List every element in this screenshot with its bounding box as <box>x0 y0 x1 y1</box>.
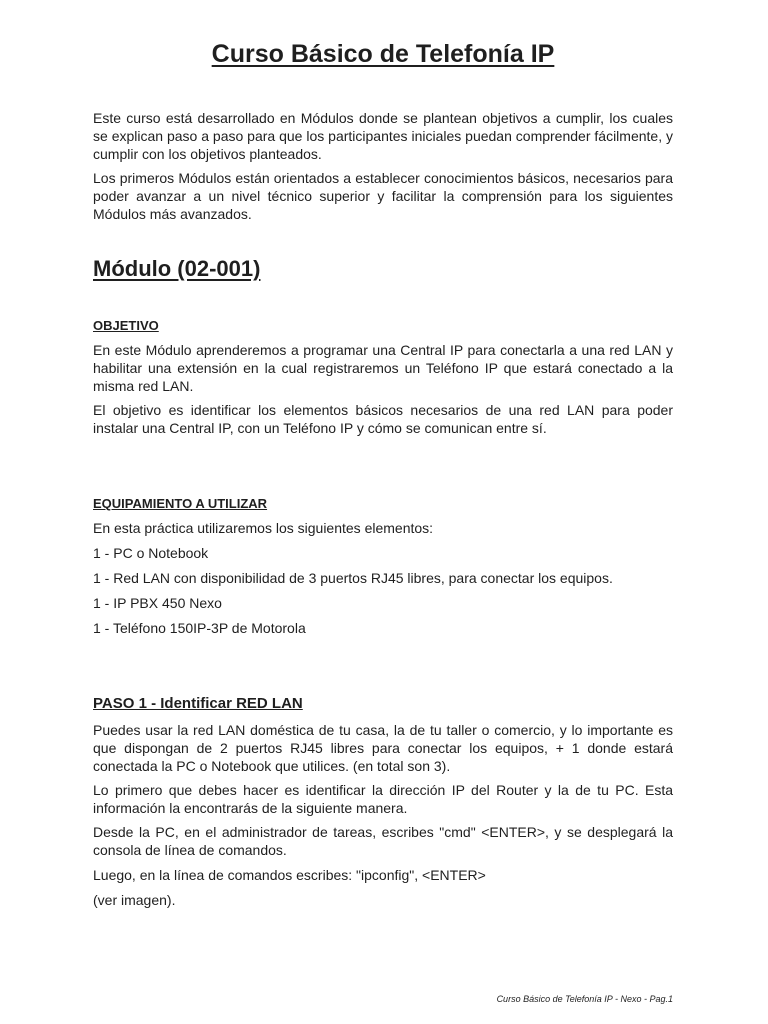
step1-body-2 <box>93 781 673 817</box>
objective-paragraph: En este Módulo aprenderemos a programar una Central IP para conectarla a una red LAN y habilitar una extensión en la cual registraremos un Teléfono IP que estará conectado a la misma red LAN. <box>93 342 673 394</box>
equipment-item-block <box>93 619 673 637</box>
equipment-section <box>93 496 673 512</box>
equipment-item-block <box>93 594 673 612</box>
step1-body-4 <box>93 866 673 884</box>
objective-body-2 <box>93 401 673 437</box>
equipment-item-block <box>93 544 673 562</box>
intro-paragraph: Este curso está desarrollado en Módulos donde se plantean objetivos a cumplir, los cuales se explican paso a paso para que los participantes iniciales puedan comprender fácilmente, y cumplir con los objetivos planteados. <box>93 110 673 162</box>
step1-paragraph: Puedes usar la red LAN doméstica de tu casa, la de tu taller o comercio, y lo importante es que dispongan de 2 puertos RJ45 libres para conectar los equipos, + 1 donde estará conectada la PC o Notebook que utilices. (en total son 3). <box>93 722 673 774</box>
step1-body <box>93 721 673 775</box>
step1-section <box>93 695 673 713</box>
equipment-item: 1 - IP PBX 450 Nexo <box>93 595 222 611</box>
equipment-item: 1 - Teléfono 150IP-3P de Motorola <box>93 620 306 636</box>
equipment-heading: EQUIPAMIENTO A UTILIZAR <box>93 496 268 511</box>
intro-paragraph: Los primeros Módulos están orientados a establecer conocimientos básicos, necesarios para poder avanzar a un nivel técnico superior y facilitar la comprensión para los siguientes Módulos más avanzados. <box>93 170 673 222</box>
equipment-intro-block <box>93 519 673 537</box>
step1-paragraph: Desde la PC, en el administrador de tareas, escribes "cmd" <ENTER>, y se desplegará la consola de línea de comandos. <box>93 824 673 858</box>
intro-section <box>93 109 673 163</box>
equipment-item: 1 - Red LAN con disponibilidad de 3 puertos RJ45 libres, para conectar los equipos. <box>93 570 613 586</box>
objective-heading: OBJETIVO <box>93 318 159 333</box>
step1-paragraph: Lo primero que debes hacer es identificar la dirección IP del Router y la de tu PC. Esta información la encontrarás de la siguiente manera. <box>93 782 673 816</box>
step1-body-5 <box>93 891 673 909</box>
document-title: Curso Básico de Telefonía IP <box>211 40 555 68</box>
page-footer: Curso Básico de Telefonía IP - Nexo - Pag.1 <box>496 994 673 1004</box>
step1-paragraph: (ver imagen). <box>93 892 176 908</box>
objective-body <box>93 341 673 395</box>
intro-section-2 <box>93 169 673 223</box>
module-section <box>93 256 673 282</box>
equipment-item: 1 - PC o Notebook <box>93 545 209 561</box>
equipment-intro: En esta práctica utilizaremos los siguientes elementos: <box>93 520 434 536</box>
objective-section <box>93 318 673 334</box>
step1-heading: PASO 1 - Identificar RED LAN <box>93 695 303 712</box>
equipment-item-block <box>93 569 673 587</box>
step1-body-3 <box>93 823 673 859</box>
objective-paragraph: El objetivo es identificar los elementos básicos necesarios de una red LAN para poder instalar una Central IP, con un Teléfono IP y cómo se comunican entre sí. <box>93 402 673 436</box>
module-heading: Módulo (02-001) <box>93 256 261 281</box>
step1-paragraph: Luego, en la línea de comandos escribes: "ipconfig", <ENTER> <box>93 867 486 883</box>
